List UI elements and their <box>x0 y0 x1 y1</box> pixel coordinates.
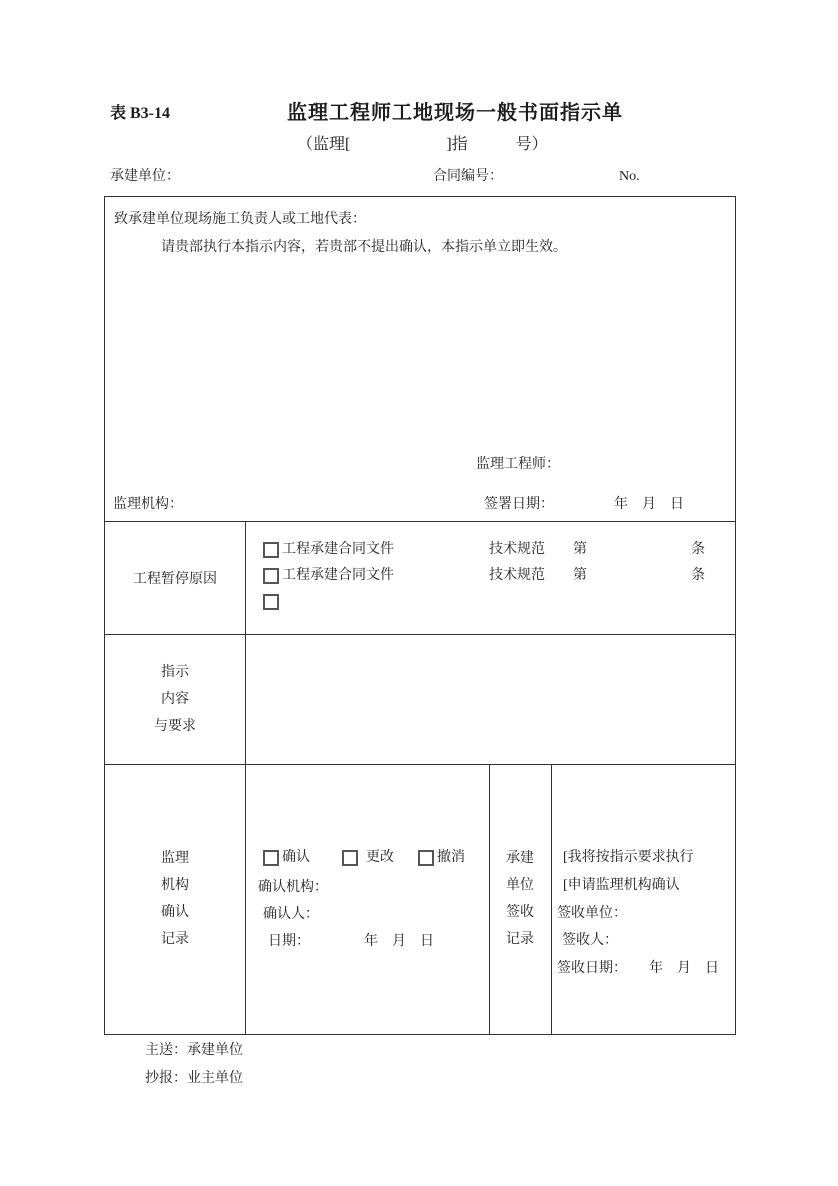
main-send-label: 主送：承建单位 <box>145 1043 243 1058</box>
confirmation-label-line: 记录 <box>161 932 189 947</box>
checkbox-icon[interactable] <box>263 850 279 866</box>
table-divider <box>245 521 246 1034</box>
cancel-option-label: 撤消 <box>437 850 465 865</box>
receipt-label-line: 单位 <box>506 878 534 893</box>
confirmation-label-line: 机构 <box>161 878 189 893</box>
confirmation-row-label <box>105 764 245 1034</box>
content-label-line: 内容 <box>161 691 189 707</box>
content-row-label <box>105 634 245 764</box>
form-code: 表 B3-14 <box>110 105 171 122</box>
receipt-execute-option: [我将按指示要求执行 <box>563 850 694 865</box>
sign-date-format: 年 月 日 <box>614 497 684 512</box>
confirmation-label-line: 确认 <box>161 905 189 920</box>
receipt-label-line: 承建 <box>506 851 534 866</box>
checkbox-icon[interactable] <box>263 594 279 610</box>
receipt-person-label: 签收人： <box>562 933 618 948</box>
sign-date-label: 签署日期： <box>484 497 554 512</box>
confirm-person-label: 确认人： <box>263 907 319 922</box>
receipt-unit-label: 签收单位： <box>557 906 627 921</box>
suspension-article-suffix: 条 <box>691 568 705 583</box>
change-option-label: 更改 <box>366 850 394 865</box>
checkbox-icon[interactable] <box>263 542 279 558</box>
receipt-row-label <box>489 764 551 1034</box>
suspension-article-suffix: 条 <box>691 542 705 557</box>
serial-no-label: No. <box>619 169 640 184</box>
form-subtitle: （监理[ ]指 号） <box>297 136 548 153</box>
suspension-article-prefix: 第 <box>573 542 587 557</box>
contract-no-label: 合同编号： <box>433 169 503 184</box>
content-label-line: 指示 <box>161 664 189 680</box>
engineer-label: 监理工程师： <box>476 457 560 472</box>
receipt-date-format: 年 月 日 <box>649 961 719 976</box>
checkbox-icon[interactable] <box>342 850 358 866</box>
confirmation-label-line: 监理 <box>161 851 189 866</box>
agency-label: 监理机构： <box>113 497 183 512</box>
suspension-row-label: 工程暂停原因 <box>133 571 217 587</box>
receipt-apply-option: [申请监理机构确认 <box>563 878 680 893</box>
receipt-label-line: 签收 <box>506 905 534 920</box>
suspension-option-spec: 技术规范 <box>489 542 545 557</box>
confirm-date-format: 年 月 日 <box>364 934 434 949</box>
suspension-option-doc: 工程承建合同文件 <box>282 568 394 583</box>
page-title: 监理工程师工地现场一般书面指示单 <box>287 102 623 124</box>
form-table <box>104 196 736 1035</box>
instruction-body-text: 请贵部执行本指示内容，若贵部不提出确认，本指示单立即生效。 <box>161 240 567 255</box>
confirm-date-label: 日期： <box>268 934 310 949</box>
receipt-date-label: 签收日期： <box>557 961 627 976</box>
confirm-agency-label: 确认机构： <box>258 880 328 895</box>
copy-send-label: 抄报：业主单位 <box>145 1071 243 1086</box>
table-divider <box>551 764 552 1034</box>
confirm-option-label: 确认 <box>282 850 310 865</box>
receipt-label-line: 记录 <box>506 932 534 947</box>
salutation-text: 致承建单位现场施工负责人或工地代表： <box>114 212 366 227</box>
checkbox-icon[interactable] <box>418 850 434 866</box>
suspension-option-doc: 工程承建合同文件 <box>282 542 394 557</box>
contractor-label: 承建单位： <box>110 169 180 184</box>
content-label-line: 与要求 <box>154 718 196 734</box>
checkbox-icon[interactable] <box>263 568 279 584</box>
suspension-article-prefix: 第 <box>573 568 587 583</box>
suspension-option-spec: 技术规范 <box>489 568 545 583</box>
